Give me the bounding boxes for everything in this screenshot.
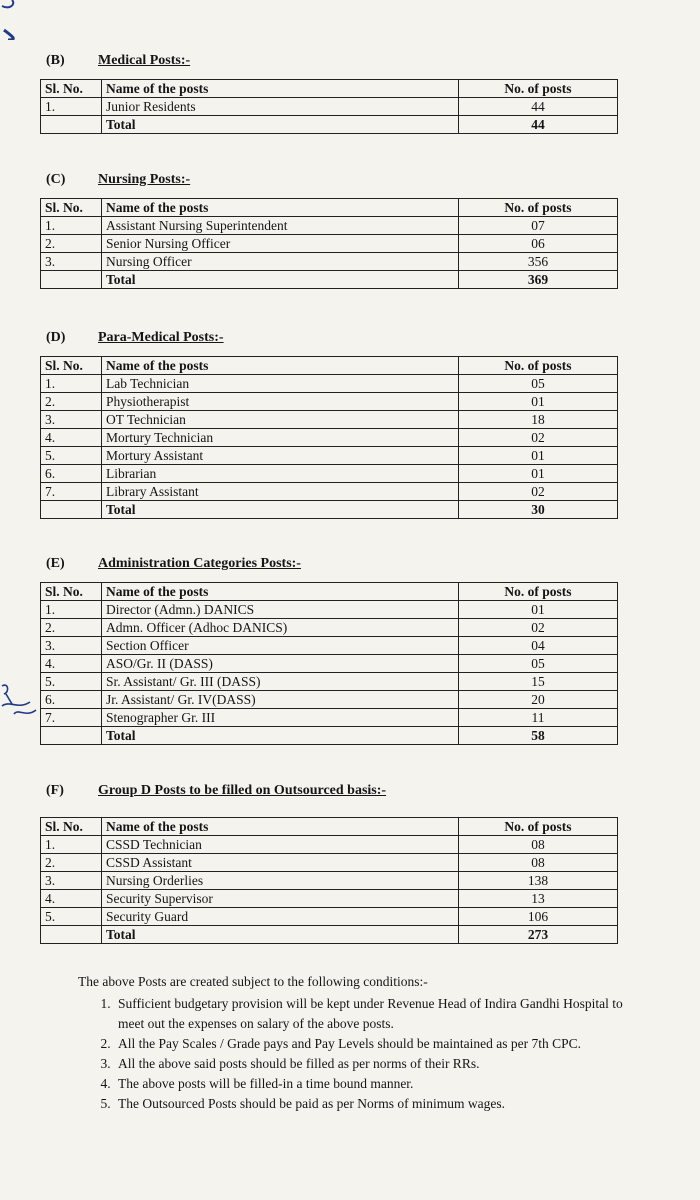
section-letter: (E) — [46, 556, 65, 571]
table-header-row — [41, 818, 618, 836]
table-total-row — [41, 501, 618, 519]
row-post-count: 08 — [459, 836, 618, 854]
row-post-name: Security Supervisor — [102, 890, 459, 908]
header-sl-no: Sl. No. — [41, 583, 102, 601]
row-post-count: 06 — [459, 235, 618, 253]
header-post-name: Name of the posts — [102, 583, 459, 601]
row-sl-no: 1. — [41, 375, 102, 393]
row-post-name: Security Guard — [102, 908, 459, 926]
row-post-name: CSSD Technician — [102, 836, 459, 854]
row-post-count: 02 — [459, 619, 618, 637]
total-count: 30 — [459, 501, 618, 519]
row-post-count: 08 — [459, 854, 618, 872]
table-row — [41, 854, 618, 872]
table-row — [41, 673, 618, 691]
section-letter: (F) — [46, 783, 64, 798]
table-row — [41, 235, 618, 253]
table-row — [41, 872, 618, 890]
row-post-count: 11 — [459, 709, 618, 727]
condition-item: 5. The Outsourced Posts should be paid as per Norms of minimum wages. — [114, 1094, 638, 1114]
row-post-count: 01 — [459, 465, 618, 483]
row-sl-no: 4. — [41, 890, 102, 908]
row-sl-no: 1. — [41, 217, 102, 235]
row-post-name: Jr. Assistant/ Gr. IV(DASS) — [102, 691, 459, 709]
header-post-count: No. of posts — [459, 583, 618, 601]
header-post-count: No. of posts — [459, 80, 618, 98]
total-label: Total — [102, 727, 459, 745]
row-post-count: 07 — [459, 217, 618, 235]
table-row — [41, 465, 618, 483]
row-post-count: 01 — [459, 447, 618, 465]
table-row — [41, 836, 618, 854]
section-group-d-posts — [40, 783, 620, 944]
total-label: Total — [102, 501, 459, 519]
table-row — [41, 253, 618, 271]
condition-item: 2. All the Pay Scales / Grade pays and Pay Levels should be maintained as per 7th CPC. — [114, 1034, 638, 1054]
row-sl-no — [41, 501, 102, 519]
conditions-intro: The above Posts are created subject to the following conditions:- — [78, 974, 428, 989]
total-count: 58 — [459, 727, 618, 745]
row-sl-no: 4. — [41, 429, 102, 447]
row-post-name: Junior Residents — [102, 98, 459, 116]
row-sl-no: 2. — [41, 854, 102, 872]
row-sl-no — [41, 271, 102, 289]
table-row — [41, 393, 618, 411]
row-post-count: 04 — [459, 637, 618, 655]
table-total-row — [41, 271, 618, 289]
table-row — [41, 375, 618, 393]
header-post-count: No. of posts — [459, 357, 618, 375]
posts-table — [40, 582, 618, 745]
row-post-name: Physiotherapist — [102, 393, 459, 411]
row-sl-no: 5. — [41, 673, 102, 691]
total-label: Total — [102, 271, 459, 289]
handwritten-mark-corner — [0, 0, 24, 40]
section-title: Para-Medical Posts:- — [98, 330, 224, 345]
table-total-row — [41, 926, 618, 944]
section-letter: (B) — [46, 53, 65, 68]
row-post-count: 20 — [459, 691, 618, 709]
row-post-name: OT Technician — [102, 411, 459, 429]
section-para-medical-posts — [40, 330, 620, 519]
table-row — [41, 637, 618, 655]
row-post-name: Senior Nursing Officer — [102, 235, 459, 253]
row-post-name: Nursing Orderlies — [102, 872, 459, 890]
condition-item: 4. The above posts will be filled-in a time bound manner. — [114, 1074, 638, 1094]
table-row — [41, 601, 618, 619]
posts-table — [40, 198, 618, 289]
row-post-count: 05 — [459, 375, 618, 393]
total-count: 44 — [459, 116, 618, 134]
row-post-count: 02 — [459, 483, 618, 501]
row-post-count: 44 — [459, 98, 618, 116]
row-post-name: CSSD Assistant — [102, 854, 459, 872]
table-total-row — [41, 727, 618, 745]
row-post-name: Assistant Nursing Superintendent — [102, 217, 459, 235]
table-total-row — [41, 116, 618, 134]
row-sl-no: 2. — [41, 235, 102, 253]
row-post-count: 01 — [459, 601, 618, 619]
row-post-name: Admn. Officer (Adhoc DANICS) — [102, 619, 459, 637]
section-administration-posts — [40, 556, 620, 745]
section-letter: (C) — [46, 172, 66, 187]
section-title: Medical Posts:- — [98, 53, 191, 68]
table-row — [41, 890, 618, 908]
total-count: 273 — [459, 926, 618, 944]
row-sl-no: 1. — [41, 836, 102, 854]
header-post-name: Name of the posts — [102, 357, 459, 375]
total-label: Total — [102, 116, 459, 134]
section-title: Group D Posts to be filled on Outsourced basis:- — [98, 783, 387, 798]
table-row — [41, 691, 618, 709]
row-post-count: 15 — [459, 673, 618, 691]
row-sl-no — [41, 727, 102, 745]
row-sl-no: 5. — [41, 908, 102, 926]
header-post-name: Name of the posts — [102, 80, 459, 98]
row-sl-no: 3. — [41, 411, 102, 429]
row-post-name: ASO/Gr. II (DASS) — [102, 655, 459, 673]
section-title: Administration Categories Posts:- — [98, 556, 301, 571]
table-row — [41, 447, 618, 465]
table-row — [41, 217, 618, 235]
condition-item: 3. All the above said posts should be filled as per norms of their RRs. — [114, 1054, 638, 1074]
row-sl-no: 6. — [41, 465, 102, 483]
row-sl-no: 7. — [41, 483, 102, 501]
conditions-list — [78, 994, 638, 1114]
total-label: Total — [102, 926, 459, 944]
row-post-name: Nursing Officer — [102, 253, 459, 271]
table-row — [41, 655, 618, 673]
row-sl-no: 3. — [41, 637, 102, 655]
row-post-name: Librarian — [102, 465, 459, 483]
row-post-count: 18 — [459, 411, 618, 429]
header-post-name: Name of the posts — [102, 199, 459, 217]
row-post-name: Director (Admn.) DANICS — [102, 601, 459, 619]
header-sl-no: Sl. No. — [41, 357, 102, 375]
row-sl-no — [41, 926, 102, 944]
row-sl-no: 5. — [41, 447, 102, 465]
row-sl-no: 1. — [41, 98, 102, 116]
row-post-name: Section Officer — [102, 637, 459, 655]
row-sl-no: 1. — [41, 601, 102, 619]
posts-table — [40, 79, 618, 134]
posts-table — [40, 817, 618, 944]
row-sl-no: 3. — [41, 872, 102, 890]
row-sl-no: 4. — [41, 655, 102, 673]
posts-table — [40, 356, 618, 519]
header-post-count: No. of posts — [459, 199, 618, 217]
row-post-count: 01 — [459, 393, 618, 411]
table-row — [41, 98, 618, 116]
row-post-count: 05 — [459, 655, 618, 673]
table-row — [41, 411, 618, 429]
table-row — [41, 709, 618, 727]
table-row — [41, 429, 618, 447]
section-nursing-posts — [40, 172, 620, 289]
row-sl-no: 3. — [41, 253, 102, 271]
row-post-name: Library Assistant — [102, 483, 459, 501]
row-post-name: Mortury Assistant — [102, 447, 459, 465]
row-post-name: Stenographer Gr. III — [102, 709, 459, 727]
row-post-name: Sr. Assistant/ Gr. III (DASS) — [102, 673, 459, 691]
table-header-row — [41, 80, 618, 98]
row-post-count: 13 — [459, 890, 618, 908]
row-post-count: 138 — [459, 872, 618, 890]
header-post-name: Name of the posts — [102, 818, 459, 836]
row-sl-no: 2. — [41, 619, 102, 637]
row-sl-no — [41, 116, 102, 134]
table-row — [41, 908, 618, 926]
row-post-name: Lab Technician — [102, 375, 459, 393]
row-post-count: 106 — [459, 908, 618, 926]
row-post-count: 02 — [459, 429, 618, 447]
table-row — [41, 483, 618, 501]
section-medical-posts — [40, 53, 620, 134]
condition-item: 1. Sufficient budgetary provision will be kept under Revenue Head of Indira Gandhi Hospital to meet out the expenses on salary of the above posts. — [114, 994, 638, 1034]
section-letter: (D) — [46, 330, 66, 345]
handwritten-signature — [0, 680, 40, 720]
row-sl-no: 6. — [41, 691, 102, 709]
table-header-row — [41, 199, 618, 217]
total-count: 369 — [459, 271, 618, 289]
header-sl-no: Sl. No. — [41, 199, 102, 217]
row-sl-no: 2. — [41, 393, 102, 411]
header-sl-no: Sl. No. — [41, 818, 102, 836]
table-header-row — [41, 583, 618, 601]
table-header-row — [41, 357, 618, 375]
row-post-count: 356 — [459, 253, 618, 271]
row-sl-no: 7. — [41, 709, 102, 727]
header-post-count: No. of posts — [459, 818, 618, 836]
row-post-name: Mortury Technician — [102, 429, 459, 447]
header-sl-no: Sl. No. — [41, 80, 102, 98]
table-row — [41, 619, 618, 637]
section-title: Nursing Posts:- — [98, 172, 191, 187]
conditions-block — [78, 972, 638, 1114]
